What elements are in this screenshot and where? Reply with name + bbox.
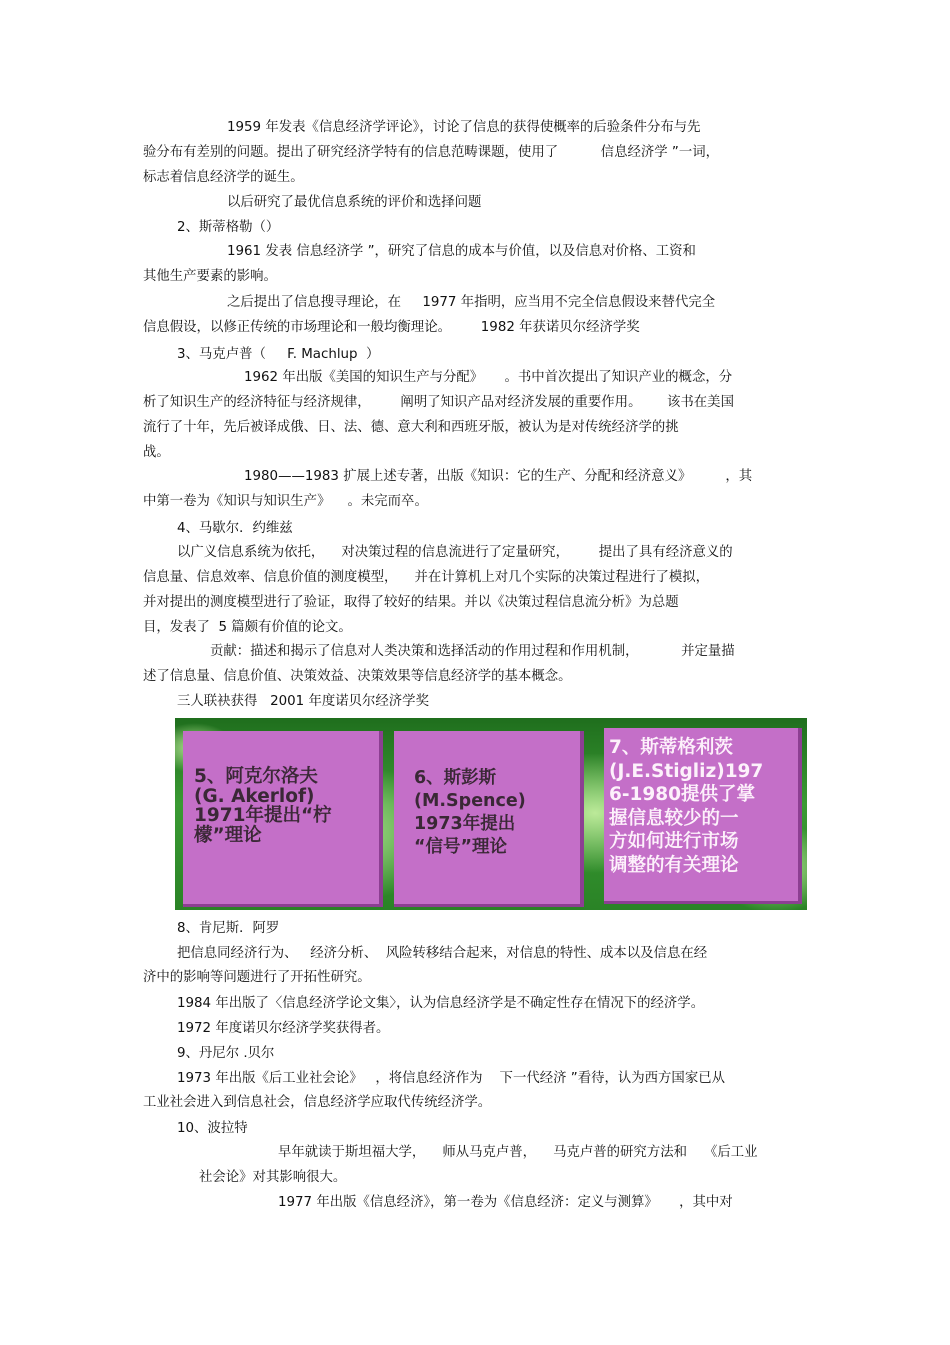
section-heading: 10、波拉特: [177, 1121, 248, 1136]
text-line: 战。: [143, 445, 170, 460]
laureate-card-text: 6、斯彭斯 (M.Spence) 1973年提出 “信号”理论: [414, 768, 526, 857]
section-heading: 4、马歇尔．约维兹: [177, 521, 293, 536]
text-line: 1959 年发表《信息经济学评论》，讨论了信息的获得使概率的后验条件分布与先: [227, 120, 701, 135]
text-line: 中第一卷为《知识与知识生产》 。未完而卒。: [143, 494, 428, 509]
text-line: 验分布有差别的问题。提出了研究经济学特有的信息范畴课题，使用了 信息经济学 ”一词，: [143, 145, 719, 160]
text-line: 1972 年度诺贝尔经济学奖获得者。: [177, 1021, 390, 1036]
laureate-card-text: 5、阿克尔洛夫 (G. Akerlof) 1971年提出“柠 檬”理论: [194, 766, 332, 846]
laureates-banner: [175, 718, 807, 910]
section-heading: 2、斯蒂格勒（）: [177, 220, 280, 235]
text-line: 三人联袂获得 2001 年度诺贝尔经济学奖: [177, 694, 429, 709]
laureate-card-text: 7、斯蒂格利茨 (J.E.Stigliz)197 6-1980提供了掌 握信息较少的一 方如何进行市场 调整的有关理论: [609, 737, 764, 876]
text-line: 1977 年出版《信息经济》，第一卷为《信息经济：定义与测算》 ，其中对: [278, 1195, 733, 1210]
text-line: 信息假设，以修正传统的市场理论和一般均衡理论。 1982 年获诺贝尔经济学奖: [143, 320, 640, 335]
text-line: 工业社会进入到信息社会，信息经济学应取代传统经济学。: [143, 1095, 492, 1110]
laureate-card-spence: [394, 731, 584, 907]
text-line: 1962 年出版《美国的知识生产与分配》 。书中首次提出了知识产业的概念，分: [244, 370, 733, 385]
text-line: 之后提出了信息搜寻理论，在 1977 年指明，应当用不完全信息假设来替代完全: [227, 295, 716, 310]
text-line: 其他生产要素的影响。: [143, 269, 277, 284]
section-heading: 3、马克卢普（ F. Machlup ）: [177, 347, 380, 362]
text-line: 1980——1983 扩展上述专著，出版《知识：它的生产、分配和经济意义》 ，其: [244, 469, 753, 484]
text-line: 贡献：描述和揭示了信息对人类决策和选择活动的作用过程和作用机制， 并定量描: [210, 644, 735, 659]
text-line: 析了知识生产的经济特征与经济规律， 阐明了知识产品对经济发展的重要作用。 该书在美国: [143, 395, 734, 410]
text-line: 述了信息量、信息价值、决策效益、决策效果等信息经济学的基本概念。: [143, 669, 572, 684]
text-line: 早年就读于斯坦福大学， 师从马克卢普， 马克卢普的研究方法和 《后工业: [278, 1145, 758, 1160]
text-line: 流行了十年，先后被译成俄、日、法、德、意大利和西班牙版，被认为是对传统经济学的挑: [143, 420, 679, 435]
text-line: 目，发表了 5 篇颇有价值的论文。: [143, 620, 352, 635]
text-line: 以广义信息系统为依托， 对决策过程的信息流进行了定量研究， 提出了具有经济意义的: [177, 545, 733, 560]
text-line: 1973 年出版《后工业社会论》 ，将信息经济作为 下一代经济 ”看待，认为西方国家已从: [177, 1071, 725, 1086]
section-heading: 8、肯尼斯．阿罗: [177, 921, 280, 936]
laureate-card-stiglitz: [604, 728, 802, 904]
text-line: 信息量、信息效率、信息价值的测度模型， 并在计算机上对几个实际的决策过程进行了模拟，: [143, 570, 710, 585]
text-line: 1984 年出版了〈信息经济学论文集〉，认为信息经济学是不确定性存在情况下的经济学。: [177, 996, 705, 1011]
text-line: 社会论》对其影响很大。: [199, 1170, 347, 1185]
text-line: 1961 发表 信息经济学 ”，研究了信息的成本与价值，以及信息对价格、工资和: [227, 244, 696, 259]
text-line: 以后研究了最优信息系统的评价和选择问题: [227, 195, 482, 210]
laureate-card-akerlof: [183, 731, 383, 907]
text-line: 标志着信息经济学的诞生。: [143, 170, 304, 185]
text-line: 并对提出的测度模型进行了验证，取得了较好的结果。并以《决策过程信息流分析》为总题: [143, 595, 679, 610]
text-line: 济中的影响等问题进行了开拓性研究。: [143, 970, 371, 985]
text-line: 把信息同经济行为、 经济分析、 风险转移结合起来，对信息的特性、成本以及信息在经: [177, 946, 708, 961]
section-heading: 9、丹尼尔 .贝尔: [177, 1046, 275, 1061]
